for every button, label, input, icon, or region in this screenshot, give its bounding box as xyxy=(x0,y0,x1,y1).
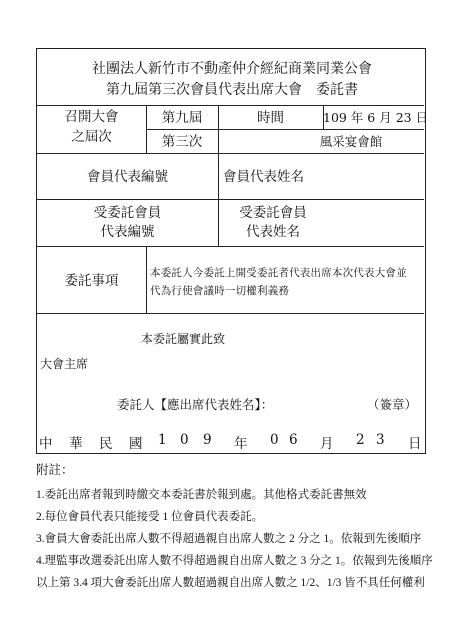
form-title-line1: 社團法人新竹市不動產仲介經紀商業同業公會 xyxy=(92,61,372,77)
rule xyxy=(37,199,424,200)
member-rep-name-label: 會員代表姓名 xyxy=(223,169,304,185)
seal-label: （簽章） xyxy=(367,397,418,412)
delegate-id-label-line1: 受委託會員 xyxy=(93,205,162,221)
proxy-form xyxy=(36,48,429,454)
note-item: 以上第 3.4 項大會委託出席人數超過親自出席人數之 1/2、1/3 皆不具任何權利 xyxy=(36,577,425,589)
session-value: 第三次 xyxy=(161,134,203,150)
meeting-label-line1: 召開大會 xyxy=(64,109,119,125)
term-value: 第九屆 xyxy=(161,110,203,126)
delegate-name-label-line1: 受委託會員 xyxy=(239,205,307,221)
time-label: 時間 xyxy=(257,110,284,126)
delegate-id-label-line2: 代表編號 xyxy=(100,224,155,240)
venue-value: 風采宴會館 xyxy=(319,134,383,149)
date-char: 華 xyxy=(69,436,83,452)
meeting-label-line2: 之屆次 xyxy=(71,129,112,145)
rule xyxy=(146,246,147,313)
date-char: 年 xyxy=(234,436,248,452)
date-char: 6 xyxy=(289,432,298,448)
date-char: 日 xyxy=(408,436,422,452)
note-item: 1.委託出席者報到時繳交本委託書於報到處。其他格式委託書無效 xyxy=(36,489,367,501)
date-char: 中 xyxy=(39,436,53,452)
rule xyxy=(146,129,424,130)
form-date xyxy=(36,432,426,450)
date-char: 3 xyxy=(376,432,385,448)
date-char: 1 xyxy=(158,432,167,448)
signer-label: 委託人【應出席代表姓名】： xyxy=(117,397,274,412)
member-rep-id-label: 會員代表編號 xyxy=(87,169,168,185)
note-item: 3.會員大會委託出席人數不得超過親自出席人數之 2 分之 1。依報到先後順序 xyxy=(36,533,422,545)
matter-label: 委託事項 xyxy=(64,273,119,289)
date-char: 0 xyxy=(270,432,279,448)
matter-text-line2: 代為行使會議時一切權利義務 xyxy=(150,285,290,297)
rule xyxy=(37,105,424,106)
date-char: 0 xyxy=(180,432,189,448)
rule xyxy=(37,246,424,247)
addressee-text: 大會主席 xyxy=(40,357,89,371)
date-char: 民 xyxy=(99,436,113,452)
note-item: 4.理監事改選委託出席人數不得超過親自出席人數之 3 分之 1。依報到先後順序 xyxy=(36,555,433,567)
notes-heading: 附註： xyxy=(36,463,74,477)
date-char: 2 xyxy=(356,432,365,448)
note-item: 2.每位會員代表只能接受 1 位會員代表委託。 xyxy=(36,511,264,523)
date-char: 月 xyxy=(320,436,334,452)
rule xyxy=(37,153,424,154)
rule xyxy=(37,313,424,314)
delegate-name-label-line2: 代表姓名 xyxy=(246,224,300,240)
form-title-line2: 第九屆第三次會員代表出席大會 委託書 xyxy=(106,82,358,98)
date-char: 國 xyxy=(129,436,143,452)
statement-text: 本委託屬實此致 xyxy=(141,332,226,346)
matter-text-line1: 本委託人今委託上開受委託者代表出席本次代表大會並 xyxy=(150,267,407,279)
date-value: 109 年 6 月 23 日 xyxy=(323,110,429,125)
date-char: 9 xyxy=(203,432,212,448)
